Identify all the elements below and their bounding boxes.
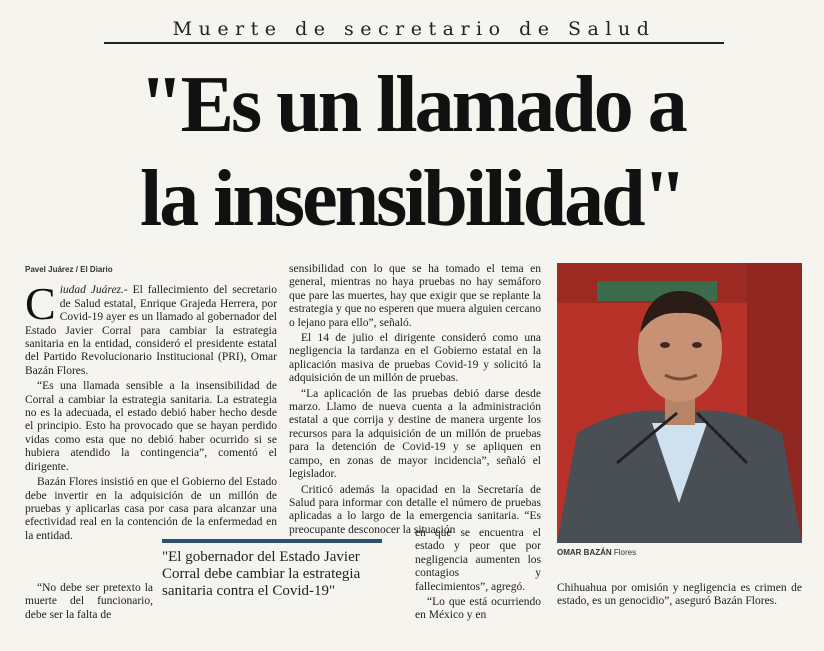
col2-paragraph-1: sensibilidad con lo que se ha tomado el tema en general, mientras no haya pruebas no hay semáforo que pare las muertes, hay que exigir que se replante la estrategia y que no esperen que muera alguien cercano o lejano para ello”, señaló. <box>289 263 541 329</box>
article-column-1-continued <box>25 582 153 624</box>
headline-line-2: la insensibilidad" <box>139 155 684 243</box>
news-photo <box>557 263 802 543</box>
col2-paragraph-5: en que se encuentra el estado y peor que por negligencia aumenten los contagios y fallecimientos”, agregó. <box>415 527 541 593</box>
paragraph-2: “Es una llamada sensible a la insensibilidad de Corral a cambiar la estrategia sanitaria. La estrategia no es la adecuada, el estado debió haber hecho desde el principio. Esto ha provocado que se hayan perdido vidas como esta que no debió haber ocurrido si se hubiera atendido la contingencia”, comentó el dirigente. <box>25 380 277 473</box>
article-column-3 <box>557 582 802 611</box>
portrait-illustration <box>557 263 802 543</box>
article-column-1 <box>25 263 277 545</box>
headline <box>40 58 784 246</box>
byline: Pavel Juárez / El Diario <box>25 265 113 274</box>
article-column-2-continued <box>415 527 541 625</box>
col2-paragraph-3: “La aplicación de las pruebas debió darse desde marzo. Llamo de nueva cuenta a la administración estatal a que corrija y destine de manera urgente los recursos para la adquisición de un millón de pruebas para la detención de Covid-19 y se apliquen en campo, en zonas de mayor incidencia”, señaló el legislador. <box>289 387 541 481</box>
col2-paragraph-6: “Lo que está ocurriendo en México y en <box>415 596 541 622</box>
photo-caption <box>557 548 636 557</box>
section-kicker: Muerte de secretario de Salud <box>104 18 724 44</box>
paragraph-4: “No debe ser pretexto la muerte del funcionario, debe ser la falta de <box>25 582 153 621</box>
lead-text: El fallecimiento del secretario de Salud estatal, Enrique Grajeda Herrera, por Covid-19 ayer es un llamado al gobernador del Estado Javier Corral para cambiar la estrategia sanitaria en la entidad, consideró el presidente estatal del Partido Revolucionario Institucional (PRI), Omar Bazán Flores. <box>25 284 277 377</box>
col2-paragraph-2: El 14 de julio el dirigente consideró como una negligencia la tardanza en el Gobierno estatal en la aplicación masiva de pruebas Covid-19 y solicitó la adquisición de un millón de pruebas. <box>289 332 541 385</box>
pull-quote: "El gobernador del Estado Javier Corral debe cambiar la estrategia sanitaria contra el Covid-19" <box>162 539 382 600</box>
dateline: iudad Juárez.- <box>59 284 128 297</box>
headline-line-1: "Es un llamado a <box>139 61 685 149</box>
article-column-2 <box>289 263 541 539</box>
col2-paragraph-4: Criticó además la opacidad en la Secretaría de Salud para informar con detalle el número de pruebas aplicadas a lo largo de la emergencia sanitaria. “Es preocupante desconocer la situación <box>289 483 541 536</box>
lead-paragraph <box>25 278 277 378</box>
col3-paragraph-1: Chihuahua por omisión y negligencia es crimen de estado, es un genocidio”, aseguró Bazán Flores. <box>557 582 802 608</box>
drop-cap: C <box>25 278 56 330</box>
caption-rest: Flores <box>611 548 637 557</box>
paragraph-3: Bazán Flores insistió en que el Gobierno del Estado debe invertir en la adquisición de un millón de pruebas y aplicarlas casa por casa para alcanzar una efectividad real en la contención de la enfermedad en la entidad. <box>25 476 277 542</box>
caption-name: OMAR BAZÁN <box>557 548 612 557</box>
